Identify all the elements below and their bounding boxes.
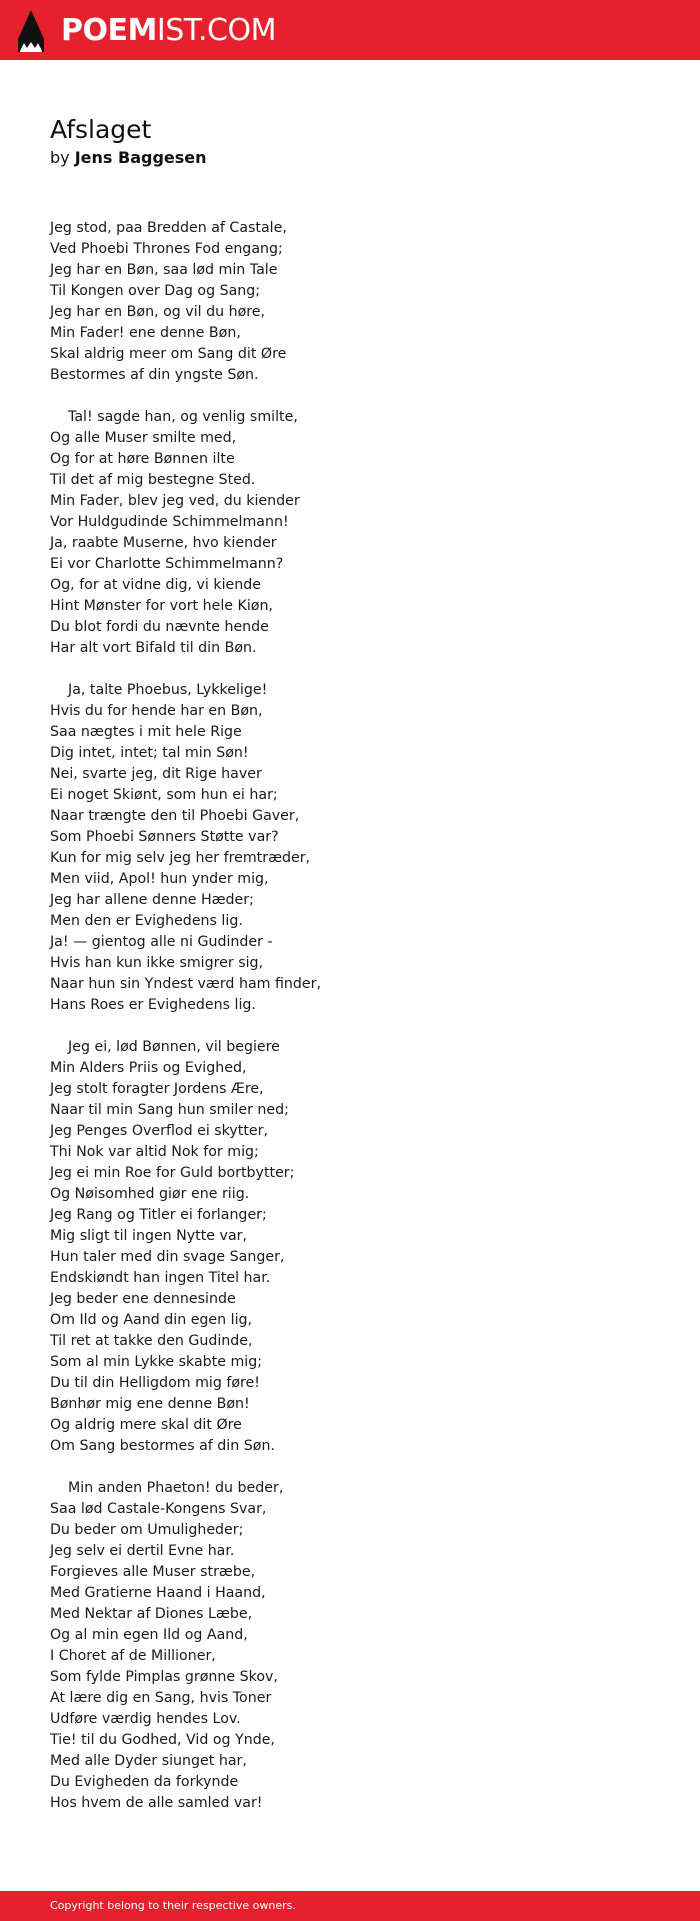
poem-line: Du til din Helligdom mig føre!: [50, 1375, 260, 1391]
poem-line: Hun taler med din svage Sanger,: [50, 1249, 285, 1265]
poem-line: Jeg stolt foragter Jordens Ære,: [50, 1081, 264, 1097]
poem-line: Hos hvem de alle samled var!: [50, 1795, 263, 1811]
poem-line: Saa lød Castale-Kongens Svar,: [50, 1501, 267, 1517]
poem-line: Tie! til du Godhed, Vid og Ynde,: [50, 1732, 275, 1748]
poem-line: Naar til min Sang hun smiler ned;: [50, 1102, 289, 1118]
poem-line: Ved Phoebi Thrones Fod engang;: [50, 241, 283, 257]
poem-line: Hint Mønster for vort hele Kiøn,: [50, 598, 273, 614]
poem-line: Hans Roes er Evighedens lig.: [50, 997, 256, 1013]
poem-stanza: [50, 407, 650, 659]
poem-line: Naar hun sin Yndest værd ham finder,: [50, 976, 321, 992]
poem-line: Jeg stod, paa Bredden af Castale,: [50, 220, 287, 236]
poem-line: Hvis han kun ikke smigrer sig,: [50, 955, 264, 971]
poem-line: Med Nektar af Diones Læbe,: [50, 1606, 253, 1622]
poem-line: Dig intet, intet; tal min Søn!: [50, 745, 249, 761]
poem-line: Bønhør mig ene denne Bøn!: [50, 1396, 250, 1412]
poem-line: Vor Huldgudinde Schimmelmann!: [50, 514, 289, 530]
poem-line: Og, for at vidne dig, vi kiende: [50, 577, 261, 593]
poem-stanza: [50, 1478, 650, 1814]
poem-line: Til det af mig bestegne Sted.: [50, 472, 256, 488]
poem-stanza: [50, 680, 650, 1016]
poem-line: Thi Nok var altid Nok for mig;: [50, 1144, 259, 1160]
poem-line: Til Kongen over Dag og Sang;: [50, 283, 261, 299]
poem-line: Du beder om Umuligheder;: [50, 1522, 244, 1538]
byline-prefix: by: [50, 148, 70, 167]
poem-line: Jeg Penges Overflod ei skytter,: [50, 1123, 268, 1139]
poem-byline: [50, 147, 207, 169]
poem-title: Afslaget: [50, 115, 152, 144]
poem-line: Til ret at takke den Gudinde,: [50, 1333, 253, 1349]
poem-line: Men den er Evighedens lig.: [50, 913, 243, 929]
poem-line: Men viid, Apol! hun ynder mig,: [50, 871, 269, 887]
poem-line: Bestormes af din yngste Søn.: [50, 367, 259, 383]
poem-line: Jeg Rang og Titler ei forlanger;: [50, 1207, 267, 1223]
poem-line: Ja, talte Phoebus, Lykkelige!: [50, 682, 268, 698]
poem-line: Og for at høre Bønnen ilte: [50, 451, 235, 467]
poem-line: Med alle Dyder siunget har,: [50, 1753, 247, 1769]
poem-line: I Choret af de Millioner,: [50, 1648, 216, 1664]
poem-line: At lære dig en Sang, hvis Toner: [50, 1690, 272, 1706]
poem-line: Naar trængte den til Phoebi Gaver,: [50, 808, 300, 824]
poem-line: Som fylde Pimplas grønne Skov,: [50, 1669, 278, 1685]
poem-line: Jeg har en Bøn, saa lød min Tale: [50, 262, 278, 278]
pencil-tip-icon: [18, 10, 44, 52]
poem-stanza: [50, 218, 650, 386]
poem-line: Min anden Phaeton! du beder,: [50, 1480, 284, 1496]
poem-line: Mig sligt til ingen Nytte var,: [50, 1228, 247, 1244]
site-header: [0, 0, 700, 60]
poem-line: Med Gratierne Haand i Haand,: [50, 1585, 266, 1601]
poem-line: Skal aldrig meer om Sang dit Øre: [50, 346, 287, 362]
poem-line: Forgieves alle Muser stræbe,: [50, 1564, 256, 1580]
logo-text-light: IST.COM: [156, 13, 276, 48]
poem-author: Jens Baggesen: [74, 148, 207, 167]
poem-line: Hvis du for hende har en Bøn,: [50, 703, 263, 719]
poem-line: Jeg har en Bøn, og vil du høre,: [50, 304, 266, 320]
poem-line: Jeg selv ei dertil Evne har.: [50, 1543, 235, 1559]
poem-line: Min Fader, blev jeg ved, du kiender: [50, 493, 300, 509]
poem-line: Om Sang bestormes af din Søn.: [50, 1438, 275, 1454]
poem-line: Kun for mig selv jeg her fremtræder,: [50, 850, 311, 866]
poem-line: Min Alders Priis og Evighed,: [50, 1060, 247, 1076]
poem-line: Tal! sagde han, og venlig smilte,: [50, 409, 298, 425]
poem-line: Om Ild og Aand din egen lig,: [50, 1312, 253, 1328]
logo-text-bold: POEM: [61, 13, 157, 48]
poem-line: Som Phoebi Sønners Støtte var?: [50, 829, 279, 845]
poem-line: Min Fader! ene denne Bøn,: [50, 325, 241, 341]
poem-line: Jeg ei min Roe for Guld bortbytter;: [50, 1165, 295, 1181]
poem-line: Og aldrig mere skal dit Øre: [50, 1417, 242, 1433]
poem-line: Har alt vort Bifald til din Bøn.: [50, 640, 257, 656]
poem-line: Som al min Lykke skabte mig;: [50, 1354, 262, 1370]
poem-line: Saa nægtes i mit hele Rige: [50, 724, 242, 740]
poem-line: Og al min egen Ild og Aand,: [50, 1627, 248, 1643]
poem-line: Ei noget Skiønt, som hun ei har;: [50, 787, 278, 803]
poem-line: Jeg beder ene dennesinde: [50, 1291, 236, 1307]
site-footer: [0, 1891, 700, 1921]
poem-line: Nei, svarte jeg, dit Rige haver: [50, 766, 262, 782]
poem-body: [50, 218, 650, 1814]
poem-line: Endskiøndt han ingen Titel har.: [50, 1270, 271, 1286]
poem-line: Og Nøisomhed giør ene riig.: [50, 1186, 250, 1202]
poem-line: Og alle Muser smilte med,: [50, 430, 237, 446]
poem-line: Du blot fordi du nævnte hende: [50, 619, 269, 635]
site-logo-text: [61, 10, 276, 52]
poem-line: Jeg har allene denne Hæder;: [50, 892, 254, 908]
poem-line: Jeg ei, lød Bønnen, vil begiere: [50, 1039, 280, 1055]
poem-line: Du Evigheden da forkynde: [50, 1774, 239, 1790]
poem-line: Udføre værdig hendes Lov.: [50, 1711, 241, 1727]
site-logo-link[interactable]: [18, 10, 276, 52]
poem-line: Ja, raabte Muserne, hvo kiender: [50, 535, 277, 551]
copyright-notice: Copyright belong to their respective owners.: [50, 1899, 296, 1912]
poem-stanza: [50, 1037, 650, 1457]
poem-line: Ei vor Charlotte Schimmelmann?: [50, 556, 284, 572]
poem-line: Ja! — gientog alle ni Gudinder -: [50, 934, 273, 950]
